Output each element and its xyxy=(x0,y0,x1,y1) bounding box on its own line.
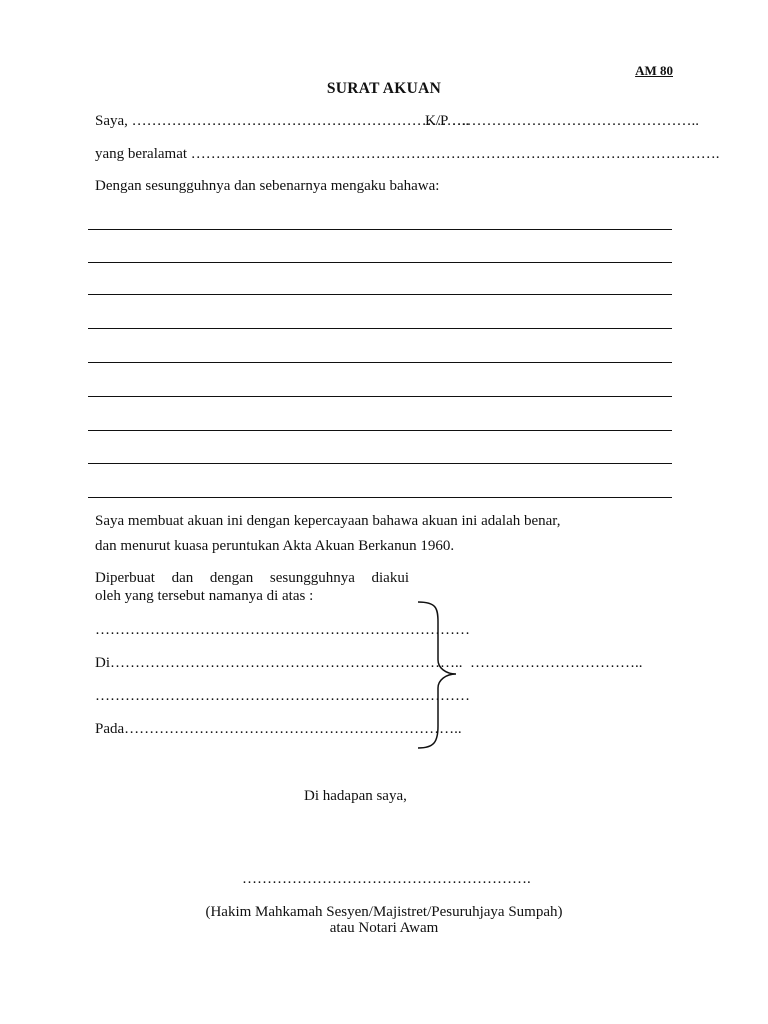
sworn-statement-line-2: oleh yang tersebut namanya di atas : xyxy=(95,588,314,604)
signature-field-line[interactable]: …………………………….. xyxy=(470,655,643,671)
belief-statement-line-2: dan menurut kuasa peruntukan Akta Akuan Berkanun 1960. xyxy=(95,538,455,554)
form-code: AM 80 xyxy=(635,63,673,78)
declaration-line[interactable] xyxy=(88,262,672,263)
declaration-line[interactable] xyxy=(88,463,672,464)
sworn-by-field-line[interactable]: ………………………………………………………………… xyxy=(95,622,470,638)
place-field-line[interactable]: Di…………………………………………………………….. xyxy=(95,655,463,671)
curly-brace-icon xyxy=(412,598,462,754)
officer-title: (Hakim Mahkamah Sesyen/Majistret/Pesuruhjaya Sumpah) xyxy=(205,904,563,920)
state-field-line[interactable]: ………………………………………………………………… xyxy=(95,688,470,704)
declaration-line[interactable] xyxy=(88,362,672,363)
before-me-label: Di hadapan saya, xyxy=(304,788,407,804)
declaration-line[interactable] xyxy=(88,328,672,329)
declaration-line[interactable] xyxy=(88,229,672,230)
declaration-line[interactable] xyxy=(88,497,672,498)
name-field-line[interactable]: Saya, ………………………………………………………….. xyxy=(95,113,470,129)
document-title: SURAT AKUAN xyxy=(326,80,442,97)
declaration-line[interactable] xyxy=(88,294,672,295)
declaration-intro: Dengan sesungguhnya dan sebenarnya mengaku bahawa: xyxy=(95,178,440,194)
address-field-line[interactable]: yang beralamat ……………………………………………………………………………………………. xyxy=(95,146,720,162)
declaration-line[interactable] xyxy=(88,396,672,397)
date-field-line[interactable]: Pada………………………………………………………….. xyxy=(95,721,462,737)
belief-statement-line-1: Saya membuat akuan ini dengan kepercayaan bahawa akuan ini adalah benar, xyxy=(95,513,561,529)
declaration-line[interactable] xyxy=(88,430,672,431)
officer-signature-line[interactable]: …………………………………………………. xyxy=(242,871,531,887)
kp-field-line[interactable]: K/P ………………………………………….. xyxy=(425,113,700,129)
sworn-statement-line-1: Diperbuat dan dengan sesungguhnya diakui xyxy=(95,570,409,586)
officer-alternative: atau Notari Awam xyxy=(329,920,439,936)
